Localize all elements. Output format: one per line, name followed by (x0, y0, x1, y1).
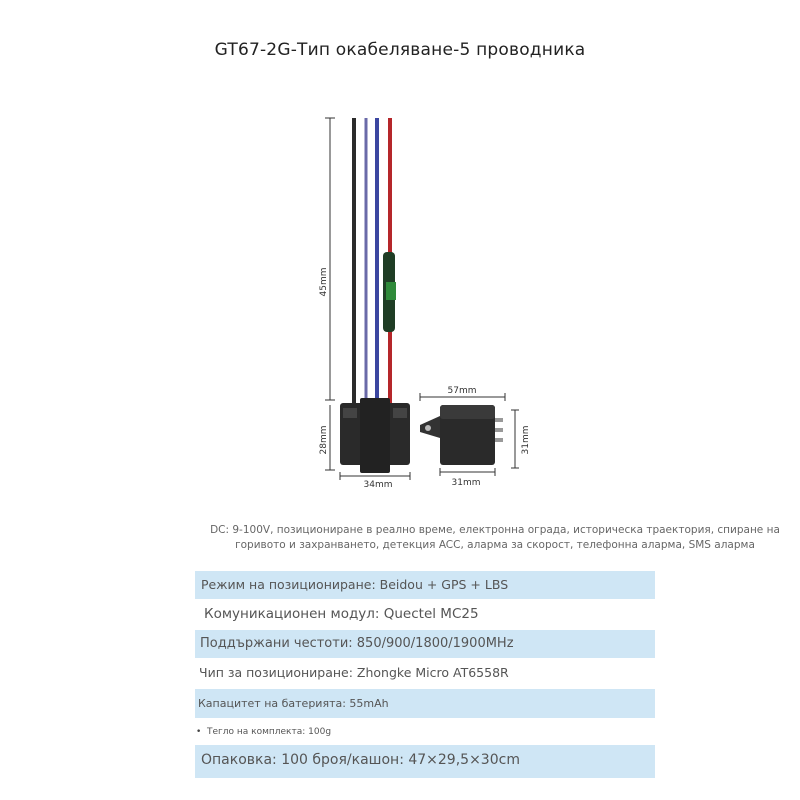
dim-connector-width: 34mm (363, 480, 393, 490)
spec-frequencies: Поддържани честоти: 850/900/1800/1900MHz (195, 630, 655, 658)
dim-relay-length: 57mm (447, 386, 477, 396)
fuse-clip (386, 282, 396, 300)
dim-connector-height: 28mm (319, 425, 329, 455)
wire-bundle (354, 118, 396, 410)
dim-cable-length: 45mm (319, 267, 329, 297)
spec-kit-weight: Тегло на комплекта: 100g (207, 727, 332, 737)
bullet-icon: • (196, 727, 202, 737)
connector-block (340, 398, 410, 473)
spec-comm-module: Комуникационен модул: Quectel MC25 (204, 606, 479, 622)
spec-positioning-chip: Чип за позициониране: Zhongke Micro AT6558R (199, 665, 509, 680)
page-title: GT67-2G-Тип окабеляване-5 проводника (214, 40, 586, 60)
spec-positioning-mode: Режим на позициониране: Beidou + GPS + LBS (195, 571, 655, 599)
relay-body (420, 405, 503, 465)
spec-packaging: Опаковка: 100 броя/кашон: 47×29,5×30cm (195, 745, 655, 778)
feature-description: DC: 9-100V, позициониране в реално време, електронна ограда, историческа траектория, спиране на горивото и захранването, детекция ACC, аларма за скорост, телефонна аларма, SMS аларма (210, 524, 780, 551)
dim-relay-height: 31mm (521, 425, 531, 455)
dim-relay-width: 31mm (451, 478, 481, 488)
spec-battery: Капацитет на батерията: 55mAh (195, 689, 655, 718)
